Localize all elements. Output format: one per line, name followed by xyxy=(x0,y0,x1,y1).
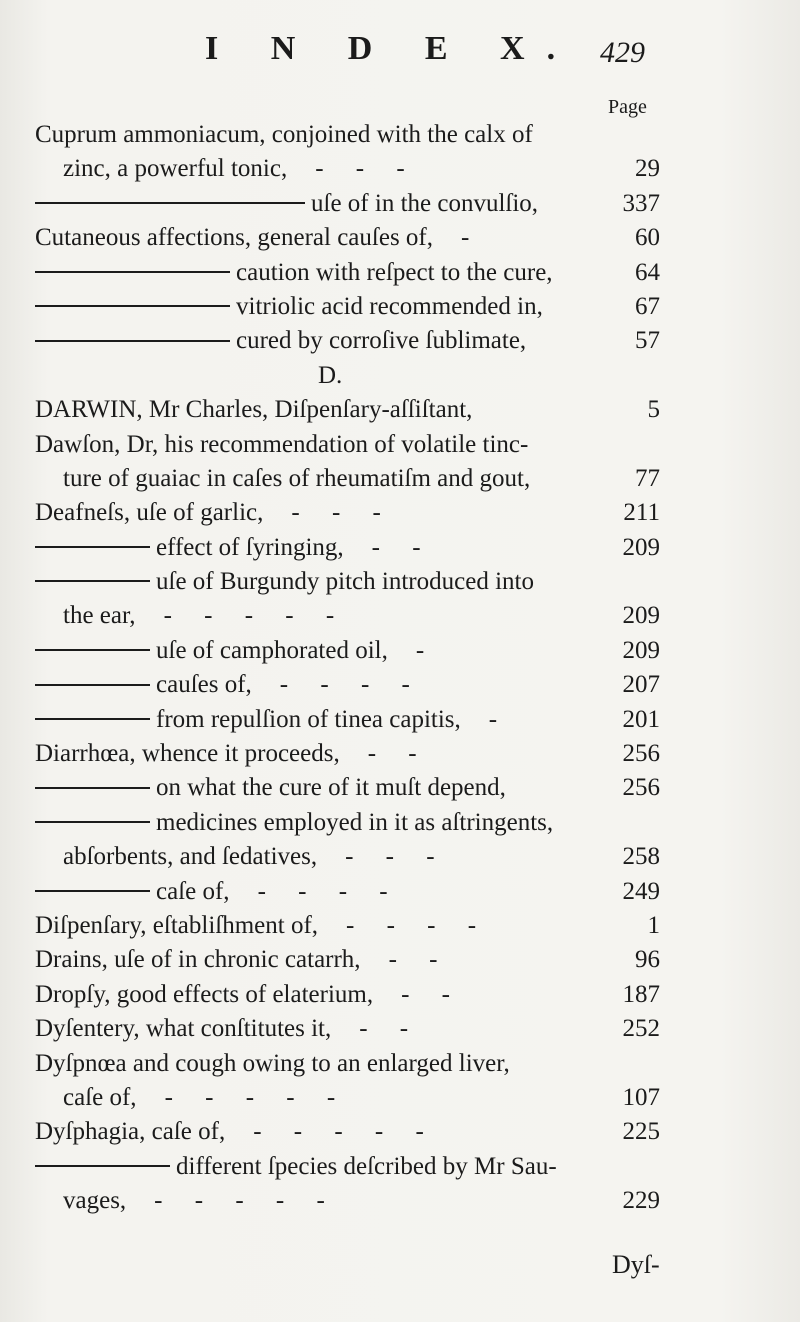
index-entry xyxy=(0,840,800,874)
entry-page-number: 96 xyxy=(635,946,660,974)
index-entry xyxy=(0,1115,800,1149)
entry-leader: - - xyxy=(367,740,417,768)
index-entry xyxy=(0,1081,800,1115)
entry-page-number: 187 xyxy=(622,980,660,1008)
entry-page-number: 57 xyxy=(635,327,660,355)
entry-page-number: 337 xyxy=(622,189,660,217)
ditto-rule xyxy=(35,202,305,204)
entry-page-number: 207 xyxy=(622,671,660,699)
index-entry xyxy=(0,324,800,358)
index-entry xyxy=(0,599,800,633)
entry-text xyxy=(35,806,553,840)
entry-page-number: 252 xyxy=(622,1015,660,1043)
entry-label: Dyſentery, what conſtitutes it, xyxy=(35,1015,332,1043)
entry-label: uſe of Burgundy pitch introduced into xyxy=(156,568,534,596)
entry-page-number: 211 xyxy=(623,499,660,527)
entry-leader: - - - - - xyxy=(253,1118,424,1146)
index-entry xyxy=(0,118,800,152)
entry-label: zinc, a powerful tonic, xyxy=(63,155,288,183)
entry-text xyxy=(35,393,472,427)
entry-page-number: 77 xyxy=(635,464,660,492)
entry-text xyxy=(35,978,450,1012)
entry-text xyxy=(35,909,476,943)
index-entry xyxy=(0,1150,800,1184)
entry-text xyxy=(63,462,530,496)
entry-text xyxy=(35,118,533,152)
index-entry xyxy=(0,909,800,943)
entry-text xyxy=(35,324,526,358)
index-entry xyxy=(0,703,800,737)
entry-page-number: 258 xyxy=(622,843,660,871)
running-title: I N D E X. xyxy=(205,30,578,67)
entry-text xyxy=(63,599,334,633)
entry-text xyxy=(35,634,424,668)
entry-text xyxy=(63,1081,335,1115)
index-entry xyxy=(0,256,800,290)
catchword: Dyſ- xyxy=(612,1250,660,1279)
entry-text xyxy=(35,1012,408,1046)
entry-text xyxy=(35,703,497,737)
entry-leader: - - xyxy=(401,980,450,1008)
entry-leader: - - - - xyxy=(279,671,410,699)
entry-text xyxy=(35,428,528,462)
entry-text xyxy=(35,875,388,909)
index-entry xyxy=(0,393,800,427)
entry-leader: - - - - xyxy=(346,911,477,939)
entry-text xyxy=(35,531,421,565)
index-entry xyxy=(0,428,800,462)
entry-text xyxy=(35,1047,510,1081)
index-entry xyxy=(0,531,800,565)
index-entry xyxy=(0,152,800,186)
section-letter: D. xyxy=(318,361,343,389)
ditto-rule xyxy=(35,580,150,582)
entry-text xyxy=(35,187,538,221)
entry-leader: - - - xyxy=(315,155,405,183)
entry-label: DARWIN, Mr Charles, Diſpenſary-aſſiſtant, xyxy=(35,396,473,424)
index-entry xyxy=(0,943,800,977)
index-entry xyxy=(0,978,800,1012)
entry-text xyxy=(35,565,534,599)
entry-page-number: 67 xyxy=(635,292,660,320)
entry-page-number: 60 xyxy=(635,224,660,252)
entry-page-number: 256 xyxy=(622,740,660,768)
index-entry xyxy=(0,187,800,221)
entry-page-number: 249 xyxy=(622,877,660,905)
entry-text xyxy=(35,496,381,530)
entry-text xyxy=(63,1184,325,1218)
entry-leader: - xyxy=(415,636,425,664)
ditto-rule xyxy=(35,1165,170,1167)
index-entry xyxy=(0,771,800,805)
ditto-rule xyxy=(35,305,230,307)
ditto-rule xyxy=(35,340,230,342)
ditto-rule xyxy=(35,890,150,892)
entry-leader: - - - xyxy=(345,843,435,871)
entry-text xyxy=(35,221,469,255)
ditto-rule xyxy=(35,271,230,273)
entry-leader: - - xyxy=(359,1015,409,1043)
entry-label: vitriolic acid recommended in, xyxy=(236,292,543,320)
index-entry xyxy=(0,1012,800,1046)
entry-page-number: 209 xyxy=(622,636,660,664)
entry-label: caſe of, xyxy=(156,877,230,905)
entry-text xyxy=(35,1115,424,1149)
entry-leader: - - xyxy=(388,946,438,974)
entry-text xyxy=(63,840,435,874)
entry-label: Cutaneous affections, general cauſes of, xyxy=(35,224,433,252)
entry-text xyxy=(35,771,506,805)
entry-page-number: 229 xyxy=(622,1187,660,1215)
entry-label: Deafneſs, uſe of garlic, xyxy=(35,499,264,527)
index-entry xyxy=(0,290,800,324)
entry-label: uſe of camphorated oil, xyxy=(156,636,388,664)
index-entry xyxy=(0,668,800,702)
entry-leader: - xyxy=(488,705,498,733)
index-entry xyxy=(0,737,800,771)
entry-label: Cuprum ammoniacum, conjoined with the calx of xyxy=(35,121,533,148)
ditto-rule xyxy=(35,718,150,720)
ditto-rule xyxy=(35,787,150,789)
page-number: 429 xyxy=(600,36,645,69)
entry-page-number: 209 xyxy=(622,602,660,630)
entry-label: Dropſy, good effects of elaterium, xyxy=(35,980,374,1008)
ditto-rule xyxy=(35,649,150,651)
entry-leader: - - - - xyxy=(257,877,388,905)
entry-leader: - - - - - xyxy=(163,602,335,630)
entry-label: cured by corroſive ſublimate, xyxy=(236,327,527,355)
index-entry xyxy=(0,1184,800,1218)
entry-label: Diarrhœa, whence it proceeds, xyxy=(35,740,340,768)
entry-text xyxy=(63,152,405,186)
entry-page-number: 64 xyxy=(635,258,660,286)
entry-page-number: 225 xyxy=(622,1118,660,1146)
ditto-rule xyxy=(35,546,150,548)
index-entry xyxy=(0,806,800,840)
entry-label: vages, xyxy=(63,1187,127,1215)
entry-page-number: 29 xyxy=(635,155,660,183)
entry-text xyxy=(35,290,543,324)
entry-label: effect of ſyringing, xyxy=(156,533,344,561)
entry-page-number: 1 xyxy=(647,911,660,939)
entry-text xyxy=(35,1150,557,1184)
index-entry xyxy=(0,565,800,599)
entry-page-number: 107 xyxy=(622,1083,660,1111)
entry-label: ture of guaiac in caſes of rheumatiſm and gout, xyxy=(63,464,531,492)
entry-leader: - - - - - xyxy=(164,1083,336,1111)
entry-label: caution with reſpect to the cure, xyxy=(236,258,553,286)
page-column-label: Page xyxy=(608,96,647,118)
entry-leader: - - xyxy=(371,533,421,561)
entry-text xyxy=(35,256,553,290)
entry-page-number: 5 xyxy=(647,396,660,424)
entry-text xyxy=(35,668,410,702)
entry-label: caſe of, xyxy=(63,1083,137,1111)
entry-label: medicines employed in it as aſtringents, xyxy=(156,808,554,836)
index-entry xyxy=(0,1047,800,1081)
section-heading xyxy=(0,359,800,393)
ditto-rule xyxy=(35,684,150,686)
entry-page-number: 209 xyxy=(622,533,660,561)
entry-leader: - xyxy=(461,224,470,252)
entry-label: abſorbents, and ſedatives, xyxy=(63,843,318,871)
entry-label: cauſes of, xyxy=(156,671,252,699)
entry-label: different ſpecies deſcribed by Mr Sau- xyxy=(176,1152,557,1180)
index-entry xyxy=(0,496,800,530)
index-entry xyxy=(0,221,800,255)
entry-label: Drains, uſe of in chronic catarrh, xyxy=(35,946,361,974)
index-entry xyxy=(0,634,800,668)
index-entry xyxy=(0,462,800,496)
entry-label: from repulſion of tinea capitis, xyxy=(156,705,461,733)
entry-label: on what the cure of it muſt depend, xyxy=(156,774,506,802)
entry-label: Diſpenſary, eſtabliſhment of, xyxy=(35,911,319,939)
entry-text xyxy=(35,737,417,771)
entry-label: uſe of in the convulſio, xyxy=(311,189,539,217)
index-entry xyxy=(0,875,800,909)
page-header xyxy=(0,30,800,80)
entry-page-number: 256 xyxy=(622,774,660,802)
ditto-rule xyxy=(35,821,150,823)
entry-label: the ear, xyxy=(63,602,136,630)
entry-text xyxy=(35,943,437,977)
entry-page-number: 201 xyxy=(622,705,660,733)
entry-leader: - - - - - xyxy=(154,1187,325,1215)
entry-label: Dyſphagia, caſe of, xyxy=(35,1118,226,1146)
entry-leader: - - - xyxy=(291,499,381,527)
entry-label: Dyſpnœa and cough owing to an enlarged liver, xyxy=(35,1049,510,1077)
entry-label: Dawſon, Dr, his recommendation of volatile tinc- xyxy=(35,430,529,458)
index-entries xyxy=(0,118,800,1219)
